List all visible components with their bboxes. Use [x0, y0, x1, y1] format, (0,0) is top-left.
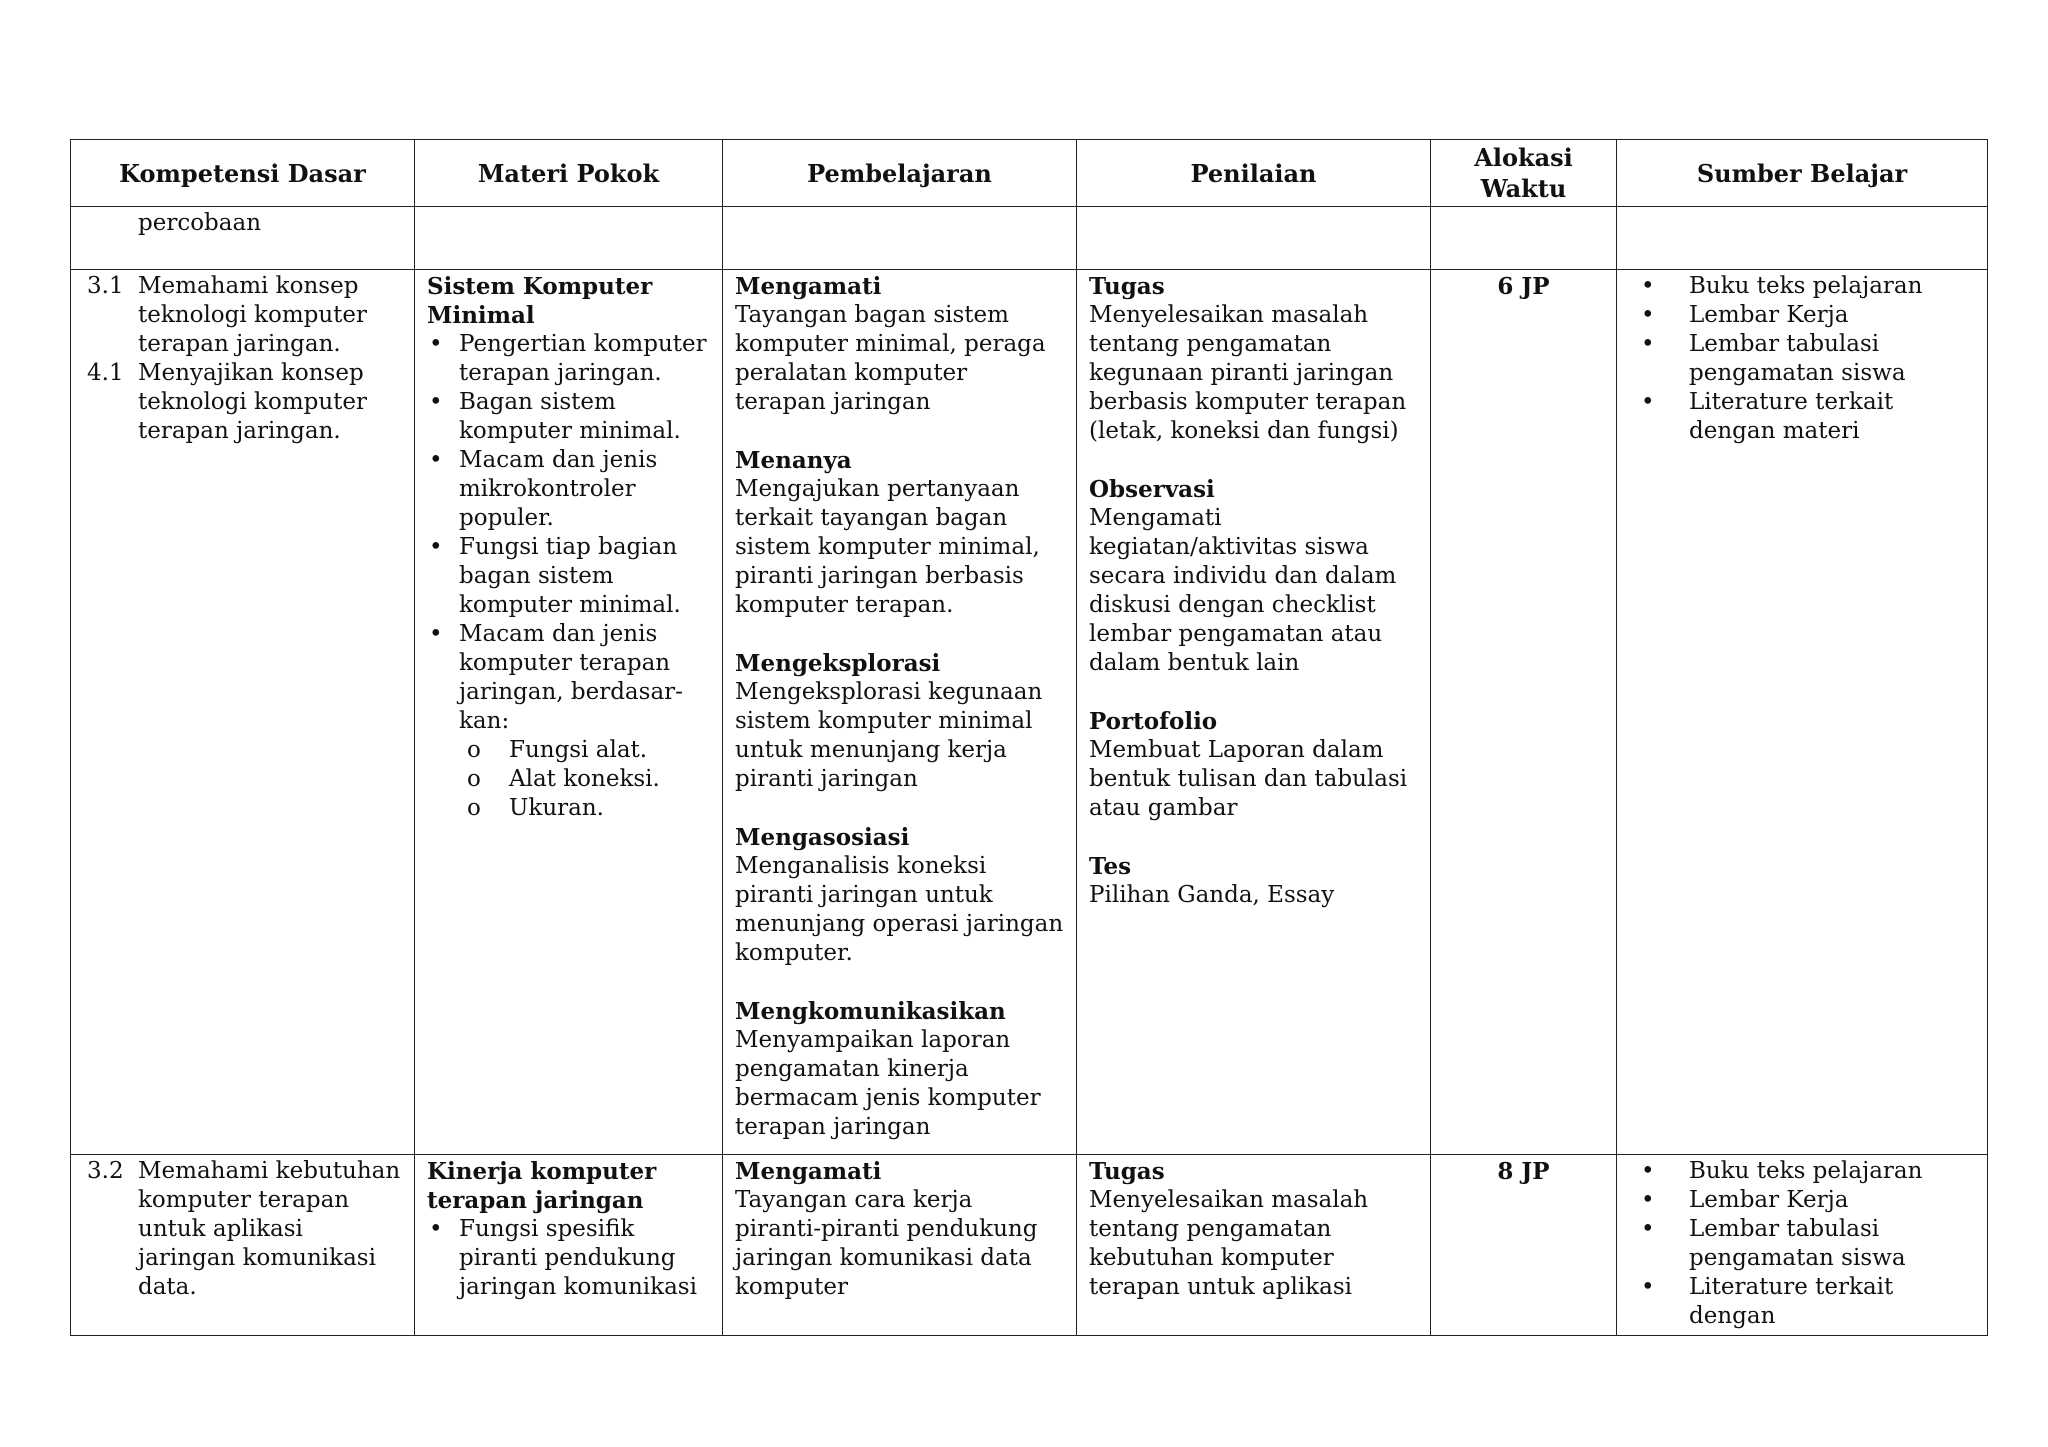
- list-item: [1629, 1157, 1975, 1186]
- list-item-text: Literature terkait dengan: [1689, 1274, 1894, 1329]
- kd-cell: [71, 270, 415, 1155]
- pembelajaran-block: [735, 446, 1064, 620]
- penilaian-text: Pilihan Ganda, Essay: [1089, 882, 1335, 908]
- sub-list-item-text: Alat koneksi.: [509, 766, 660, 792]
- bullet-icon: •: [429, 447, 443, 473]
- pembelajaran-block: [735, 823, 1064, 968]
- bullet-icon: •: [1641, 1158, 1655, 1184]
- pembelajaran-title: Mengamati: [735, 273, 882, 300]
- sub-list-item: [467, 736, 710, 765]
- kd-number: 4.1: [87, 360, 124, 386]
- list-item-text: Pengertian komputer terapan jaringan.: [459, 331, 707, 386]
- penilaian-block: [1089, 475, 1418, 678]
- pembelajaran-cell: [723, 1155, 1077, 1336]
- materi-cell: [415, 1155, 723, 1336]
- kd-item: [83, 1157, 402, 1302]
- list-item-text: Literature terkait dengan materi: [1689, 389, 1894, 444]
- table-row: [71, 270, 1988, 1155]
- pembelajaran-text: Menganalisis koneksi piranti jaringan untuk menunjang operasi jaringan komputer.: [735, 853, 1064, 966]
- list-item-text: Lembar Kerja: [1689, 1187, 1849, 1213]
- pembelajaran-block: [735, 997, 1064, 1142]
- list-item: [427, 446, 710, 533]
- bullet-icon: •: [1641, 389, 1655, 415]
- penilaian-text: Menyelesaikan masalah tentang pengamatan kegunaan piranti jaringan berbasis komputer terapan (letak, koneksi dan fungsi): [1089, 302, 1407, 444]
- table-row: [71, 1155, 1988, 1336]
- bullet-icon: •: [1641, 1216, 1655, 1242]
- header-kompetensi-dasar: Kompetensi Dasar: [71, 140, 415, 207]
- alokasi-cell: 8 JP: [1431, 1155, 1617, 1336]
- list-item: [1629, 388, 1975, 446]
- penilaian-block: [1089, 852, 1418, 910]
- list-item: [427, 620, 710, 736]
- list-item: [1629, 1186, 1975, 1215]
- list-item: [1629, 1273, 1975, 1331]
- materi-title: Kinerja komputer terapan jaringan: [427, 1158, 657, 1214]
- kd-cell: [71, 1155, 415, 1336]
- bullet-icon: •: [1641, 1187, 1655, 1213]
- sumber-list: [1629, 1157, 1975, 1331]
- bullet-icon: •: [1641, 273, 1655, 299]
- kd-item: [83, 272, 402, 359]
- list-item-text: Lembar tabulasi pengamatan siswa: [1689, 331, 1906, 386]
- pembelajaran-text: Tayangan bagan sistem komputer minimal, peraga peralatan komputer terapan jaringan: [735, 302, 1046, 415]
- alokasi-cell: [1431, 207, 1617, 270]
- header-pembelajaran: Pembelajaran: [723, 140, 1077, 207]
- materi-cell: [415, 270, 723, 1155]
- alokasi-cell: 6 JP: [1431, 270, 1617, 1155]
- header-alokasi-line1: Alokasi: [1474, 143, 1573, 172]
- penilaian-title: Portofolio: [1089, 708, 1218, 735]
- header-alokasi-waktu: [1431, 140, 1617, 207]
- pembelajaran-title: Mengasosiasi: [735, 824, 910, 851]
- pembelajaran-cell: [723, 207, 1077, 270]
- penilaian-cell: [1077, 207, 1431, 270]
- bullet-icon: •: [1641, 1274, 1655, 1300]
- penilaian-text: Mengamati kegiatan/aktivitas siswa secara individu dan dalam diskusi dengan checklist lembar pengamatan atau dalam bentuk lain: [1089, 505, 1397, 676]
- pembelajaran-text: Mengajukan pertanyaan terkait tayangan bagan sistem komputer minimal, piranti jaringan berbasis komputer terapan.: [735, 476, 1040, 618]
- penilaian-cell: [1077, 1155, 1431, 1336]
- pembelajaran-block: [735, 272, 1064, 417]
- kd-number: 3.1: [87, 273, 124, 299]
- list-item-text: Fungsi tiap bagian bagan sistem komputer minimal.: [459, 534, 681, 618]
- materi-title: Sistem Komputer Minimal: [427, 273, 653, 329]
- bullet-icon: •: [429, 534, 443, 560]
- syllabus-table: [70, 139, 1988, 1336]
- materi-cell: [415, 207, 723, 270]
- bullet-icon: •: [429, 331, 443, 357]
- penilaian-cell: [1077, 270, 1431, 1155]
- sumber-cell: [1617, 1155, 1988, 1336]
- pembelajaran-text: Mengeksplorasi kegunaan sistem komputer minimal untuk menunjang kerja piranti jaringan: [735, 679, 1043, 792]
- pembelajaran-title: Mengamati: [735, 1158, 882, 1185]
- kd-cell: [71, 207, 415, 270]
- pembelajaran-text: Menyampaikan laporan pengamatan kinerja bermacam jenis komputer terapan jaringan: [735, 1027, 1041, 1140]
- bullet-icon: •: [429, 1216, 443, 1242]
- sumber-cell: [1617, 207, 1988, 270]
- list-item-text: Buku teks pelajaran: [1689, 1158, 1923, 1184]
- kd-number: 3.2: [87, 1158, 124, 1184]
- kd-continuation-text: percobaan: [138, 210, 262, 236]
- circle-bullet-icon: o: [467, 795, 481, 821]
- materi-sublist: [427, 736, 710, 823]
- sumber-cell: [1617, 270, 1988, 1155]
- circle-bullet-icon: o: [467, 766, 481, 792]
- kd-text: Memahami kebutuhan komputer terapan untuk aplikasi jaringan komunikasi data.: [138, 1158, 401, 1300]
- pembelajaran-text: Tayangan cara kerja piranti-piranti pendukung jaringan komunikasi data komputer: [735, 1187, 1038, 1300]
- kd-text: Memahami konsep teknologi komputer terapan jaringan.: [138, 273, 368, 357]
- list-item: [1629, 1215, 1975, 1273]
- sub-list-item: [467, 794, 710, 823]
- list-item-text: Bagan sistem komputer minimal.: [459, 389, 681, 444]
- penilaian-block: [1089, 272, 1418, 446]
- pembelajaran-block: [735, 649, 1064, 794]
- sub-list-item: [467, 765, 710, 794]
- bullet-icon: •: [1641, 331, 1655, 357]
- sub-list-item-text: Fungsi alat.: [509, 737, 648, 763]
- table-row: [71, 207, 1988, 270]
- list-item: [1629, 330, 1975, 388]
- bullet-icon: •: [429, 621, 443, 647]
- list-item-text: Buku teks pelajaran: [1689, 273, 1923, 299]
- header-materi-pokok: Materi Pokok: [415, 140, 723, 207]
- header-row: [71, 140, 1988, 207]
- list-item-text: Lembar Kerja: [1689, 302, 1849, 328]
- list-item: [427, 388, 710, 446]
- pembelajaran-title: Mengkomunikasikan: [735, 998, 1006, 1025]
- penilaian-title: Observasi: [1089, 476, 1215, 503]
- sumber-list: [1629, 272, 1975, 446]
- circle-bullet-icon: o: [467, 737, 481, 763]
- list-item: [427, 1215, 710, 1302]
- penilaian-text: Membuat Laporan dalam bentuk tulisan dan tabulasi atau gambar: [1089, 737, 1408, 821]
- list-item-text: Macam dan jenis komputer terapan jaringan, berdasar-kan:: [459, 621, 683, 734]
- pembelajaran-block: [735, 1157, 1064, 1302]
- pembelajaran-cell: [723, 270, 1077, 1155]
- list-item: [1629, 272, 1975, 301]
- list-item: [427, 330, 710, 388]
- list-item: [1629, 301, 1975, 330]
- pembelajaran-title: Mengeksplorasi: [735, 650, 941, 677]
- penilaian-title: Tugas: [1089, 1158, 1165, 1185]
- penilaian-title: Tes: [1089, 853, 1132, 880]
- pembelajaran-title: Menanya: [735, 447, 852, 474]
- list-item-text: Macam dan jenis mikrokontroler populer.: [459, 447, 658, 531]
- penilaian-block: [1089, 707, 1418, 823]
- penilaian-title: Tugas: [1089, 273, 1165, 300]
- list-item-text: Lembar tabulasi pengamatan siswa: [1689, 1216, 1906, 1271]
- kd-text: Menyajikan konsep teknologi komputer terapan jaringan.: [138, 360, 368, 444]
- header-alokasi-line2: Waktu: [1480, 174, 1567, 203]
- materi-list: [427, 1215, 710, 1302]
- list-item: [427, 533, 710, 620]
- penilaian-text: Menyelesaikan masalah tentang pengamatan kebutuhan komputer terapan untuk aplikasi: [1089, 1187, 1369, 1300]
- list-item-text: Fungsi spesifik piranti pendukung jaringan komunikasi: [459, 1216, 697, 1300]
- header-penilaian: Penilaian: [1077, 140, 1431, 207]
- header-sumber-belajar: Sumber Belajar: [1617, 140, 1988, 207]
- materi-list: [427, 330, 710, 736]
- kd-item: [83, 359, 402, 446]
- sub-list-item-text: Ukuran.: [509, 795, 604, 821]
- bullet-icon: •: [429, 389, 443, 415]
- bullet-icon: •: [1641, 302, 1655, 328]
- penilaian-block: [1089, 1157, 1418, 1302]
